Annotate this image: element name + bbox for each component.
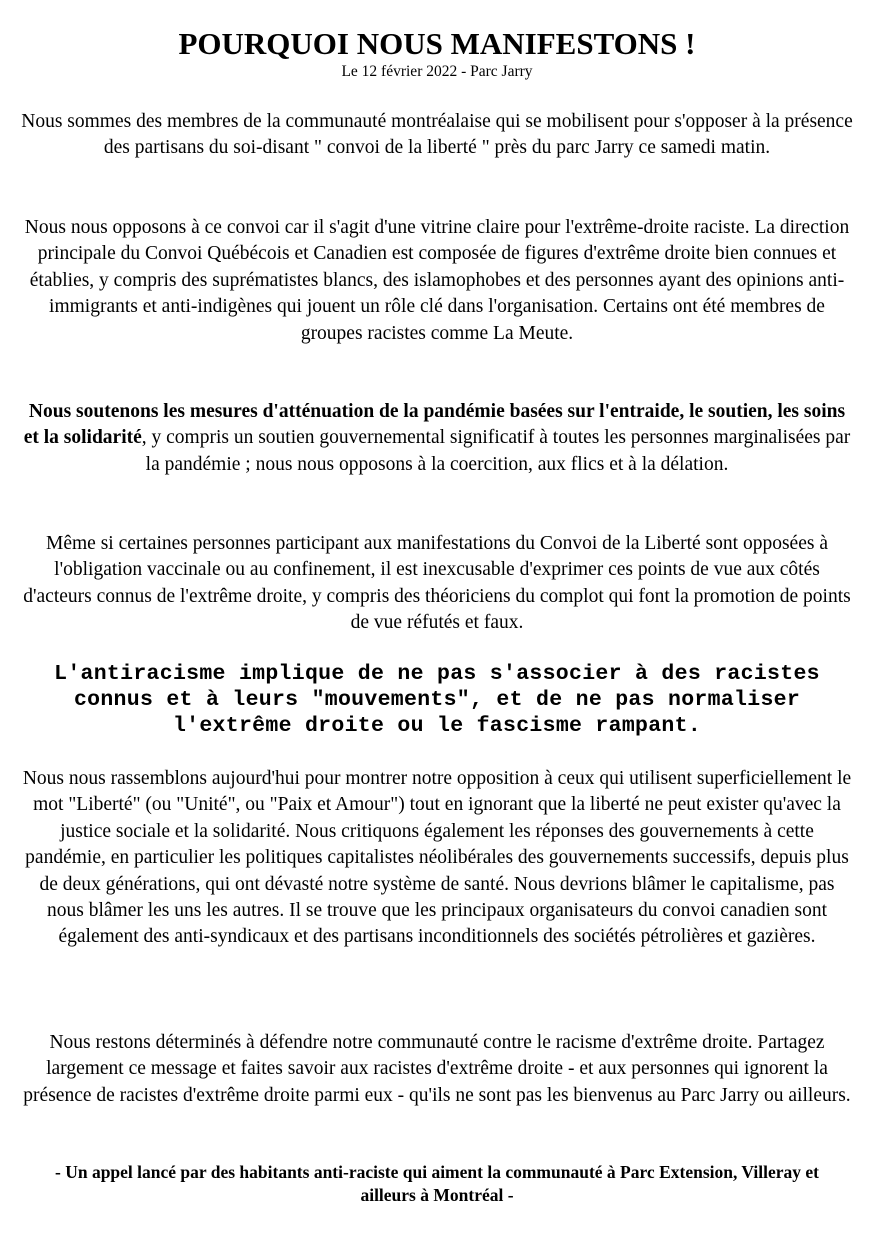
page-title: POURQUOI NOUS MANIFESTONS ! xyxy=(178,26,696,61)
paragraph-determination: Nous restons déterminés à défendre notre communauté contre le racisme d'extrême droite. Partagez largement ce message et faites savoir aux racistes d'extrême droite - et aux personnes qui ignorent la présence de racistes d'extrême droite parmi eux - qu'ils ne sont pas les bienvenus au Parc Jarry ou ailleurs. xyxy=(23,1032,851,1106)
paragraph-gathering: Nous nous rassemblons aujourd'hui pour montrer notre opposition à ceux qui utilisent superficiellement le mot "Liberté" (ou "Unité", ou "Paix et Amour") tout en ignorant que la liberté ne peut exister qu'avec la justice sociale et la solidarité. Nous critiquons également les réponses des gouvernements à cette pandémie, en particulier les politiques capitalistes néolibérales des gouvernements successifs, depuis plus de deux générations, qui ont dévasté notre système de santé. Nous devrions blâmer le capitalisme, pas nous blâmer les uns les autres. Il se trouve que les principaux organisateurs du convoi canadien sont également des anti-syndicaux et des partisans inconditionnels des sociétés pétrolières et gazières. xyxy=(22,768,852,948)
antiracism-statement: L'antiracisme implique de ne pas s'associer à des racistes connus et à leurs "mouvements", et de ne pas normaliser l'extrême droite ou le fascisme rampant. xyxy=(54,662,820,738)
paragraph-support xyxy=(20,399,854,478)
paragraph-intro: Nous sommes des membres de la communauté montréalaise qui se mobilisent pour s'opposer à la présence des partisans du soi-disant " convoi de la liberté " près du parc Jarry ce samedi matin. xyxy=(21,111,853,159)
paragraph-vaccine: Même si certaines personnes participant aux manifestations du Convoi de la Liberté sont opposées à l'obligation vaccinale ou au confinement, il est inexcusable d'exprimer ces points de vue aux côtés d'acteurs connus de l'extrême droite, y compris des théoriciens du complot qui font la promotion de points de vue réfutés et faux. xyxy=(23,533,851,634)
support-text: , y compris un soutien gouvernemental significatif à toutes les personnes marginalisées par la pandémie ; nous nous opposons à la coercition, aux flics et à la délation. xyxy=(141,427,851,475)
paragraph-convoy: Nous nous opposons à ce convoi car il s'agit d'une vitrine claire pour l'extrême-droite raciste. La direction principale du Convoi Québécois et Canadien est composée de figures d'extrême droite bien connues et établies, y compris des suprématistes blancs, des islamophobes et des personnes ayant des opinions anti-immigrants et anti-indigènes qui jouent un rôle clé dans l'organisation. Certains ont été membres de groupes racistes comme La Meute. xyxy=(24,217,850,344)
support-bold-text: Nous soutenons les mesures d'atténuation de la pandémie basées sur l'entraide, le soutien, les soins et la solidarité xyxy=(23,401,846,449)
signature-footer: - Un appel lancé par des habitants anti-raciste qui aiment la communauté à Parc Extension, Villeray et ailleurs à Montréal - xyxy=(55,1162,819,1205)
date-location: Le 12 février 2022 - Parc Jarry xyxy=(341,63,533,80)
